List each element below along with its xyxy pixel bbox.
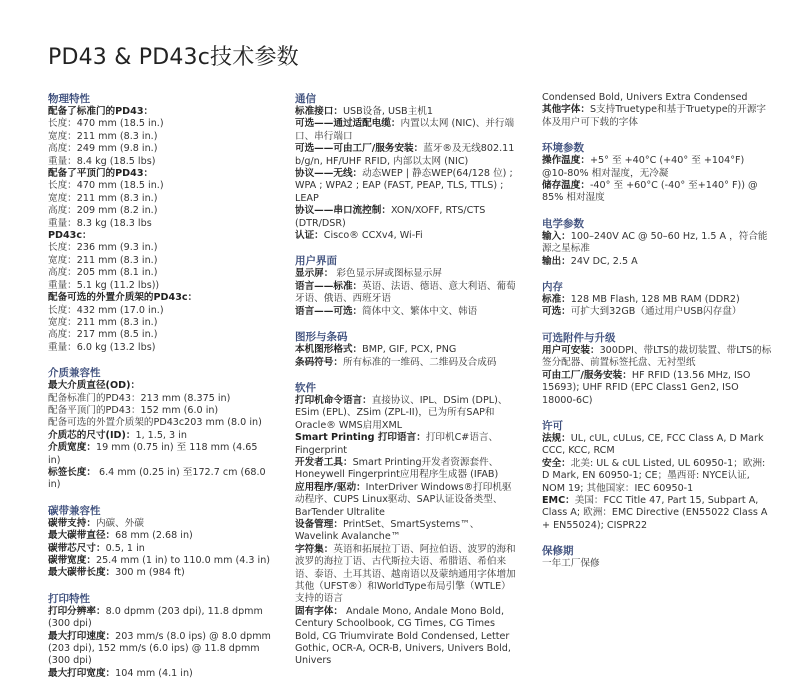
spec-label: PD43c： (48, 230, 92, 242)
spec-label: 最大碳带直径： (48, 530, 116, 542)
spec-value: 24V DC, 2.5 A (570, 255, 638, 267)
spec-label: Smart Printing 打印语言： (295, 432, 426, 444)
spec-line (542, 104, 772, 129)
spec-line (48, 180, 273, 192)
spec-value: 104 mm (4.1 in) (115, 667, 193, 679)
spec-line (48, 305, 273, 317)
spec-label: 可选： (542, 306, 571, 318)
spec-line (48, 530, 273, 542)
spec-line (48, 168, 273, 180)
spec-label: 介质宽度： (48, 442, 96, 454)
spec-label: 打印机命令语言： (295, 394, 372, 406)
spec-label: 安全： (542, 457, 571, 469)
spec-line (542, 558, 772, 570)
spec-line (48, 292, 273, 304)
spec-line (542, 294, 772, 306)
spec-value: BMP, GIF, PCX, PNG (362, 344, 457, 356)
spec-value: USB设备, USB主机1 (342, 106, 433, 117)
spec-value: 高度：249 mm (9.8 in.) (48, 143, 158, 155)
spec-value: 简体中文、繁体中文、韩语 (362, 305, 478, 317)
spec-value: 重量：5.1 kg (11.2 lbs)) (48, 279, 160, 291)
spec-value: +5° 至 +40°C (+40° 至 +104°F) @10-80% 相对湿度，无冷凝 (542, 155, 745, 179)
spec-section (542, 92, 772, 129)
spec-label: 碳带支持： (48, 517, 96, 529)
spec-value: PrintSet、SmartSystems™、Wavelink Avalanche™ (295, 518, 480, 543)
spec-line (48, 555, 273, 567)
spec-label: 输出： (542, 255, 571, 267)
spec-line (295, 306, 520, 318)
spec-section (295, 254, 520, 318)
spec-line (48, 631, 273, 668)
spec-section (295, 92, 520, 242)
spec-value: 6.4 mm (0.25 in) 至172.7 cm (68.0 in) (48, 466, 266, 491)
spec-line (48, 606, 273, 631)
column-2 (295, 92, 520, 680)
spec-line (295, 205, 520, 230)
spec-label: 认证： (295, 230, 324, 242)
section-title: 保修期 (542, 545, 574, 558)
spec-line (48, 668, 273, 680)
spec-line (48, 230, 273, 242)
spec-line (542, 231, 772, 256)
spec-line (48, 267, 273, 279)
spec-label: 配备了标准门的PD43： (48, 106, 154, 117)
spec-value: Condensed Bold, Univers Extra Condensed (542, 92, 748, 103)
spec-section (542, 544, 772, 570)
spec-line (48, 131, 273, 143)
spec-value: 300DPI、带LTS的裁切装置、带LTS的标签分配器、前置标签托盘、无衬型纸 (542, 344, 772, 369)
spec-label: EMC： (542, 494, 575, 506)
spec-line (295, 519, 520, 544)
section-title: 物理特性 (48, 93, 90, 105)
spec-value: Cisco® CCXv4, Wi-Fi (323, 230, 423, 242)
spec-section (295, 330, 520, 369)
spec-line (48, 280, 273, 292)
spec-line (48, 380, 273, 392)
column-3 (542, 92, 772, 583)
spec-value: 英语、法语、德语、意大利语、葡萄牙语、俄语、西班牙语 (295, 280, 516, 305)
spec-label: 打印分辨率： (48, 605, 106, 617)
spec-label: 配备了平顶门的PD43： (48, 168, 154, 180)
spec-line (295, 344, 520, 356)
spec-section (542, 419, 772, 532)
spec-line (48, 193, 273, 205)
section-title: 电学参数 (542, 217, 584, 230)
spec-value: 美国：FCC Title 47, Part 15, Subpart A, Class A; 欧洲：EMC Directive (EN55022 Class A + EN55024); CISPR22 (542, 494, 768, 531)
spec-line (295, 606, 520, 668)
spec-line (542, 92, 772, 104)
spec-line (48, 329, 273, 341)
section-title: 通信 (295, 93, 316, 105)
spec-value: 宽度：211 mm (8.3 in.) (48, 192, 158, 204)
spec-value: 北美: UL & cUL Listed, UL 60950-1；欧洲: D Mark, EN 60950-1; CE；墨西哥: NYCE认证, NOM 19; 其他国家：IEC 60950-1 (542, 457, 766, 494)
spec-line (48, 118, 273, 130)
page-title: PD43 & PD43c技术参数 (48, 45, 299, 70)
spec-value: HF RFID (13.56 MHz, ISO 15693); UHF RFID (EPC Class1 Gen2, ISO 18000-6C) (542, 369, 751, 406)
section-title: 图形与条码 (295, 331, 348, 344)
spec-label: 最大碳带长度： (48, 567, 116, 579)
spec-label: 储存温度： (542, 180, 590, 192)
spec-line (542, 370, 772, 407)
spec-value: 配备平顶门的PD43：152 mm (6.0 in) (48, 404, 219, 416)
spec-label: 协议——串口流控制： (295, 205, 391, 217)
spec-label: 协议——无线： (295, 168, 363, 180)
spec-value: 300 m (984 ft) (115, 567, 185, 579)
spec-line (295, 230, 520, 242)
spec-value: 100–240V AC @ 50–60 Hz, 1.5 A ，符合能源之星标准 (542, 230, 768, 255)
spec-value: 0.5, 1 in (105, 542, 145, 554)
spec-label: 用户可安装： (542, 344, 600, 356)
section-title: 碳带兼容性 (48, 504, 101, 517)
spec-label: 标签长度： (48, 466, 96, 478)
section-title: 许可 (542, 419, 563, 432)
section-title: 软件 (295, 381, 316, 394)
spec-value: 英语和拓展拉丁语、阿拉伯语、波罗的海和波罗的海拉丁语、古代斯拉夫语、希腊语、希伯来语、泰语、土耳其语、越南语以及蒙纳通用字体增加其他（UFST®）和WorldType布局引擎（WTLE）支持的语言 (295, 543, 516, 605)
section-title: 用户界面 (295, 255, 337, 268)
spec-section (542, 331, 772, 407)
spec-label: 可由工厂/服务安装： (542, 369, 632, 381)
spec-value: 长度：470 mm (18.5 in.) (48, 118, 164, 130)
spec-line (542, 495, 772, 532)
spec-line (48, 242, 273, 254)
spec-value: 高度：209 mm (8.2 in.) (48, 205, 158, 217)
spec-label: 应用程序/驱动： (295, 481, 366, 493)
spec-label: 设备管理： (295, 518, 343, 530)
spec-value: 长度：236 mm (9.3 in.) (48, 242, 158, 254)
spec-line (48, 417, 273, 429)
spec-label: 可选——可由工厂/服务安装： (295, 143, 424, 155)
spec-value: 重量：8.4 kg (18.5 lbs) (48, 155, 156, 167)
spec-line (542, 345, 772, 370)
spec-line (542, 155, 772, 180)
spec-label: 介质芯的尺寸(ID)： (48, 429, 136, 441)
spec-value: 宽度：211 mm (8.3 in.) (48, 254, 158, 266)
spec-line (542, 256, 772, 268)
spec-value: 动态WEP | 静态WEP(64/128 位) ; WPA ; WPA2 ; EAP (FAST, PEAP, TLS, TTLS) ; LEAP (295, 168, 513, 204)
spec-line (48, 430, 273, 442)
spec-value: 长度：470 mm (18.5 in.) (48, 180, 164, 192)
section-title: 打印特性 (48, 592, 90, 605)
spec-label: 字符集： (295, 543, 334, 555)
spec-value: 内置以太网 (NIC)、并行端口、串行端口 (295, 118, 515, 142)
spec-line (295, 457, 520, 482)
spec-value: 宽度：211 mm (8.3 in.) (48, 316, 158, 328)
spec-line (542, 180, 772, 205)
spec-label: 标准： (542, 294, 571, 306)
spec-value: 高度：205 mm (8.1 in.) (48, 267, 158, 279)
spec-line (295, 482, 520, 519)
spec-value: 重量：8.3 kg (18.3 lbs (48, 217, 152, 229)
spec-value: -40° 至 +60°C (-40° 至+140° F)) @ 85% 相对湿度 (542, 180, 758, 204)
spec-value: 重量：6.0 kg (13.2 lbs) (48, 341, 156, 353)
spec-line (48, 543, 273, 555)
spec-value: 直接协议、IPL、DSim (DPL)、ESim (EPL)、ZSim (ZPL-II)，已为所有SAP和Oracle® WMS启用XML (295, 394, 508, 431)
spec-label: 输入： (542, 230, 571, 242)
spec-value: 19 mm (0.75 in) 至 118 mm (4.65 in) (48, 442, 258, 466)
section-title: 可选附件与升级 (542, 331, 616, 344)
spec-value: 配备标准门的PD43：213 mm (8.375 in) (48, 392, 231, 404)
spec-line (48, 518, 273, 530)
spec-line (48, 467, 273, 492)
spec-line (48, 255, 273, 267)
spec-label: 本机图形格式： (295, 344, 363, 356)
spec-label: 标准接口： (295, 106, 343, 117)
spec-line (542, 306, 772, 318)
spec-label: 配备可选的外置介质架的PD43c： (48, 292, 198, 304)
spec-label: 条码符号： (295, 356, 343, 368)
spec-line (48, 106, 273, 118)
spec-section (48, 504, 273, 580)
spec-label: 其他字体： (542, 104, 590, 116)
spec-section (48, 366, 273, 492)
spec-section (48, 92, 273, 354)
section-title: 介质兼容性 (48, 367, 101, 380)
spec-value: 68 mm (2.68 in) (115, 530, 193, 542)
spec-line (542, 458, 772, 495)
spec-line (48, 218, 273, 230)
spec-line (295, 395, 520, 432)
spec-line (295, 544, 520, 606)
spec-value: UL, cUL, cULus, CE, FCC Class A, D Mark CCC, KCC, RCM (542, 432, 764, 457)
spec-section (542, 141, 772, 205)
spec-line (48, 442, 273, 467)
spec-value: Smart Printing开发者资源套件、Honeywell Fingerprint应用程序生成器 (IFAB) (295, 456, 499, 481)
spec-value: 一年工厂保修 (542, 558, 600, 570)
spec-label: 语言——标准： (295, 280, 363, 292)
spec-line (48, 342, 273, 354)
spec-line (295, 432, 520, 457)
spec-label: 显示屏： (295, 268, 334, 280)
spec-line (295, 106, 520, 118)
spec-line (295, 357, 520, 369)
spec-label: 最大打印宽度： (48, 667, 116, 679)
spec-value: 203 mm/s (8.0 ips) @ 8.0 dpmm (203 dpi), 152 mm/s (6.0 ips) @ 11.8 dpmm (300 dpi) (48, 630, 271, 667)
spec-value: 所有标准的一维码、二维码及合成码 (342, 356, 497, 368)
spec-label: 碳带宽度： (48, 555, 96, 566)
spec-value: 彩色显示屏或图标显示屏 (333, 268, 442, 280)
spec-value: 打印机C#语言、Fingerprint (295, 432, 499, 456)
spec-value: 蓝牙®及无线802.11 b/g/n, HF/UHF RFID, 内部以太网 (NIC) (295, 143, 515, 167)
spec-line (295, 281, 520, 306)
spec-label: 语言——可选： (295, 305, 363, 317)
spec-line (48, 317, 273, 329)
spec-line (48, 205, 273, 217)
spec-value: 可扩大到32GB（通过用户USB闪存盘） (570, 306, 742, 318)
spec-line (48, 405, 273, 417)
spec-label: 法规： (542, 432, 571, 444)
section-title: 内存 (542, 281, 563, 294)
spec-line (295, 143, 520, 168)
spec-label: 固有字体： (295, 605, 343, 617)
spec-value: 8.0 dpmm (203 dpi), 11.8 dpmm (300 dpi) (48, 605, 263, 630)
spec-value: 128 MB Flash, 128 MB RAM (DDR2) (570, 294, 740, 306)
spec-label: 碳带芯尺寸： (48, 542, 106, 554)
spec-value: 25.4 mm (1 in) to 110.0 mm (4.3 in) (95, 555, 271, 566)
spec-line (48, 156, 273, 168)
spec-section (542, 217, 772, 268)
spec-value: 1, 1.5, 3 in (135, 429, 187, 441)
spec-value: S支持Truetype和基于Truetype的开源字体及用户可下载的字体 (542, 104, 767, 128)
spec-value: 内碳、外碳 (95, 517, 144, 529)
spec-line (48, 143, 273, 155)
spec-line (295, 268, 520, 280)
spec-value: 宽度：211 mm (8.3 in.) (48, 130, 158, 142)
spec-line (295, 168, 520, 205)
spec-section (48, 592, 273, 680)
spec-label: 开发者工具： (295, 456, 353, 468)
column-1 (48, 92, 273, 692)
spec-line (48, 567, 273, 579)
spec-value: 配备可选的外置介质架的PD43c203 mm (8.0 in) (48, 417, 262, 429)
spec-value: 高度：217 mm (8.5 in.) (48, 329, 158, 341)
spec-label: 操作温度： (542, 155, 590, 167)
spec-line (48, 393, 273, 405)
spec-section (542, 280, 772, 319)
spec-value: Andale Mono, Andale Mono Bold, Century Schoolbook, CG Times, CG Times Bold, CG Triumvirate Bold Condensed, Letter Gothic, OCR-A, OCR-B, Univers, Univers Bold, Univers (295, 605, 511, 667)
spec-label: 最大介质直径(OD)： (48, 380, 141, 392)
spec-label: 可选——通过适配电缆： (295, 118, 401, 130)
spec-value: 长度：432 mm (17.0 in.) (48, 304, 164, 316)
spec-section (295, 381, 520, 668)
spec-line (295, 118, 520, 143)
spec-label: 最大打印速度： (48, 630, 116, 642)
spec-value: InterDriver Windows®打印机驱动程序、CUPS Linux驱动、SAP认证设备类型、BarTender Ultralite (295, 481, 512, 518)
section-title: 环境参数 (542, 142, 584, 155)
spec-line (542, 433, 772, 458)
spec-value: XON/XOFF, RTS/CTS (DTR/DSR) (295, 205, 486, 229)
